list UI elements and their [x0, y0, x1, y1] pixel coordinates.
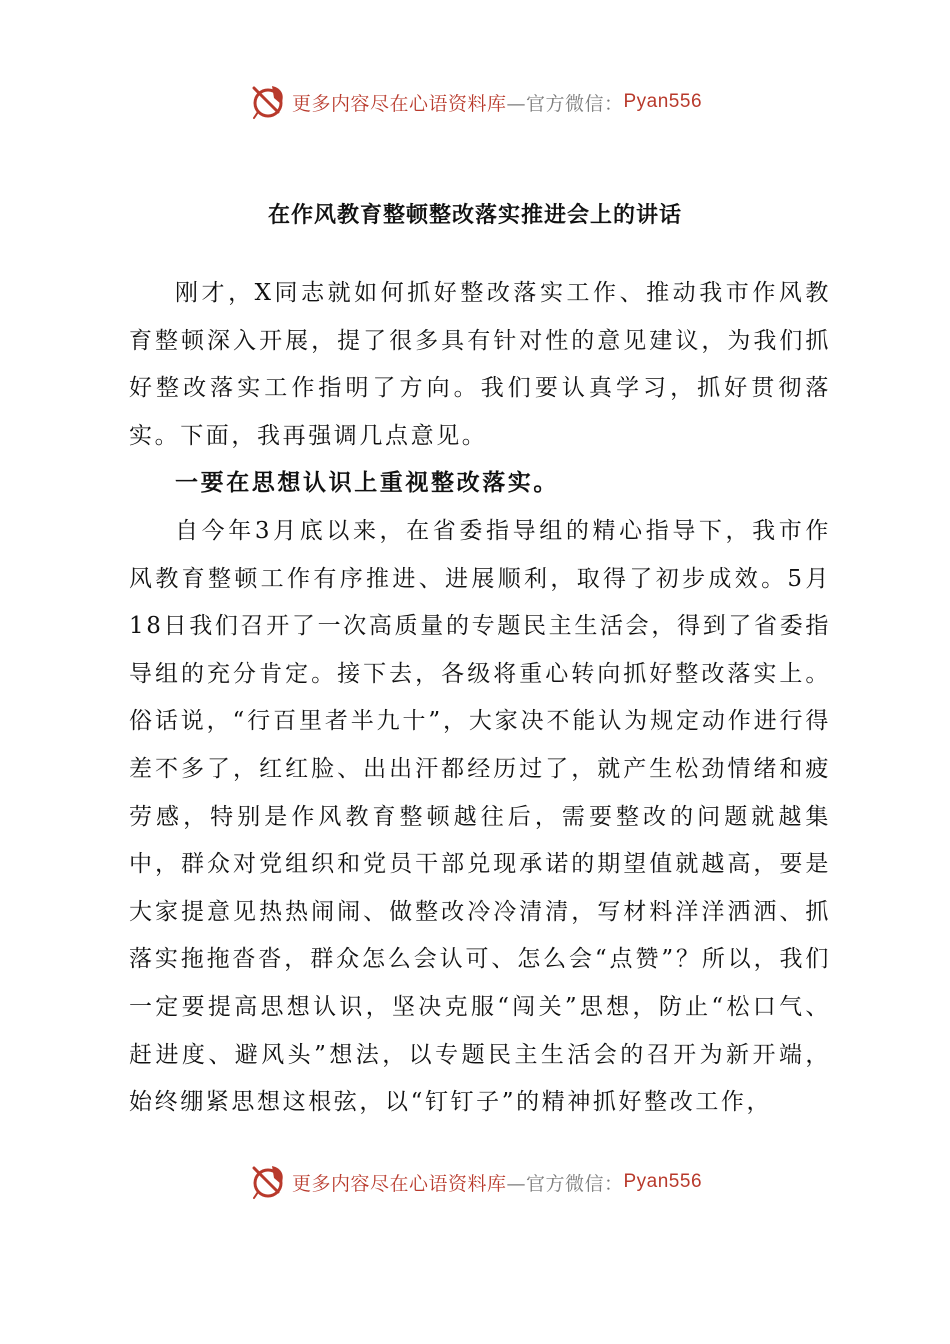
watermark-text [292, 89, 702, 116]
document-title: 在作风教育整顿整改落实推进会上的讲话 [267, 203, 682, 228]
section-heading-1: 一要在思想认识上重视整改落实。 [175, 470, 559, 497]
watermark-wechat-id: Pyan556 [623, 91, 703, 112]
footer-watermark [0, 1160, 950, 1204]
paragraph-section-1: 自今年3月底以来，在省委指导组的精心指导下，我市作风教育整顿工作有序推进、进展顺利，取得了初步成效。5月18日我们召开了一次高质量的专题民主生活会，得到了省委指导组的充分肯定。接下去，各级将重心转向抓好整改落实上。俗话说，“行百里者半九十”，大家决不能认为规定动作进行得差不多了，红红脸、出出汗都经历过了，就产生松劲情绪和疲劳感，特别是作风教育整顿越往后，需要整改的问题就越集中，群众对党组织和党员干部兑现承诺的期望值就越高，要是大家提意见热热闹闹、做整改冷冷清清，写材料洋洋洒洒、抓落实拖拖沓沓，群众怎么会认可、怎么会“点赞”？所以，我们一定要提高思想认识，坚决克服“闯关”思想，防止“松口气、赶进度、避风头”想法，以专题民主生活会的召开为新开端，始终绷紧思想这根弦，以“钉钉子”的精神抓好整改工作， [129, 517, 831, 1116]
document-body [129, 270, 831, 1127]
watermark-text [292, 1169, 702, 1196]
watermark-wechat-id: Pyan556 [623, 1171, 703, 1192]
watermark-wechat-label: —官方微信： [506, 92, 624, 115]
watermark-library-name: 更多内容尽在心语资料库 [291, 1172, 507, 1195]
watermark-wechat-label: —官方微信： [506, 1172, 624, 1195]
paragraph-intro: 刚才，X同志就如何抓好整改落实工作、推动我市作风教育整顿深入开展，提了很多具有针对性的意见建议，为我们抓好整改落实工作指明了方向。我们要认真学习，抓好贯彻落实。下面，我再强调几点意见。 [129, 280, 831, 449]
watermark-library-name: 更多内容尽在心语资料库 [291, 92, 507, 115]
quill-logo-icon [248, 82, 288, 122]
header-watermark [0, 80, 950, 124]
quill-logo-icon [248, 1162, 288, 1202]
